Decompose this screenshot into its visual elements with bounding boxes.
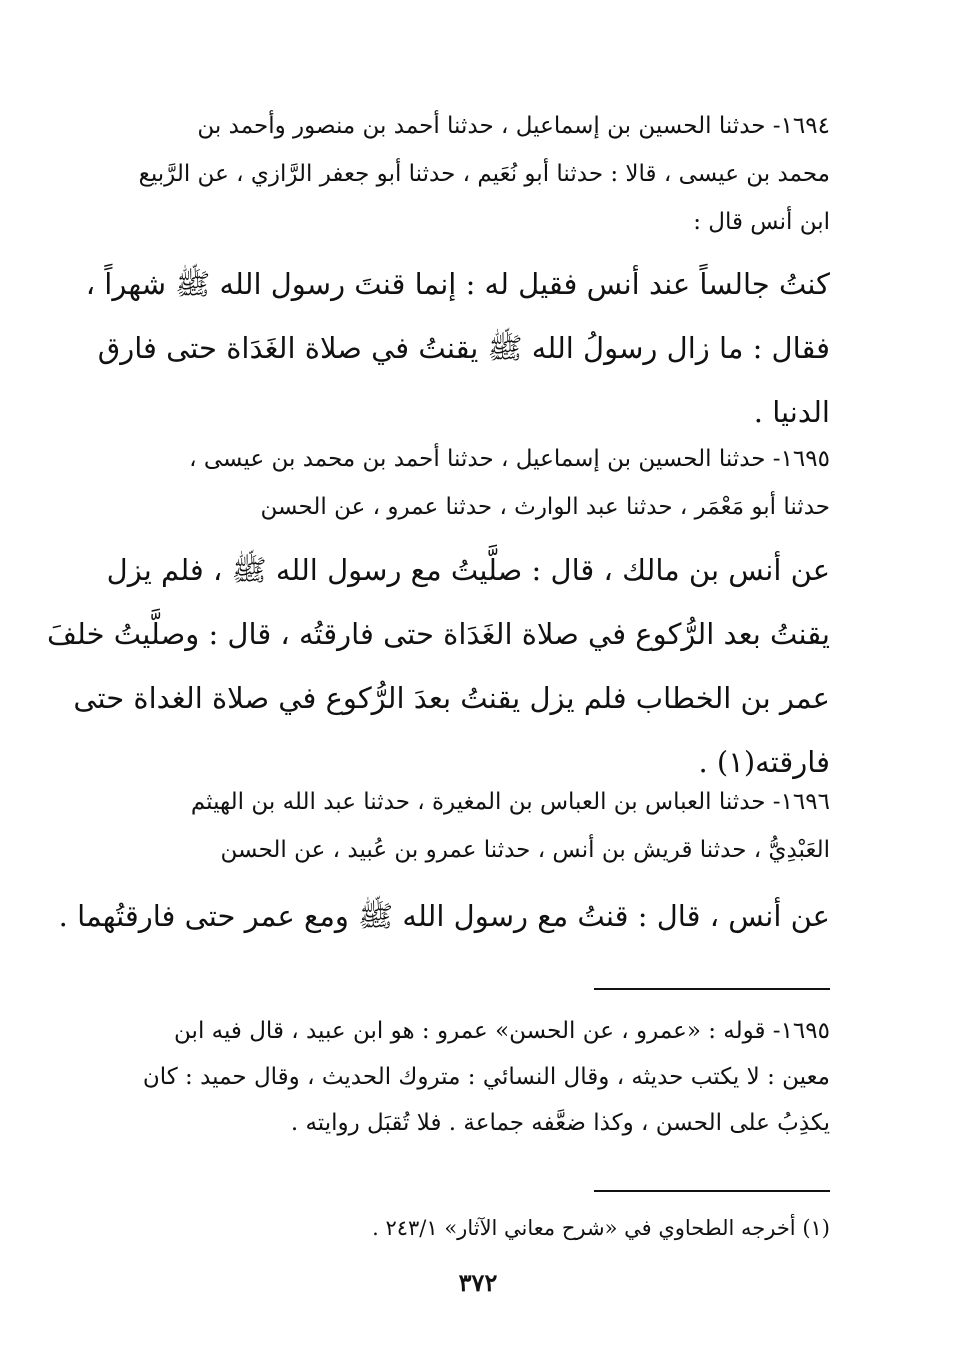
footnote <box>126 1208 830 1248</box>
matn-line: يقنتُ بعد الرُّكوع في صلاة الغَدَاة حتى فارقتُه ، قال : وصلَّيتُ خلفَ <box>47 617 830 651</box>
hadith-1695-isnad <box>126 435 830 531</box>
matn-line: الدنيا . <box>753 395 830 429</box>
isnad-line: حدثنا أبو مَعْمَر ، حدثنا عبد الوارث ، حدثنا عمرو ، عن الحسن <box>260 494 830 520</box>
commentary-line: يكذِبُ على الحسن ، وكذا ضعَّفه جماعة . فلا تُقبَل روايته . <box>290 1110 830 1136</box>
matn-line: عمر بن الخطاب فلم يزل يقنتُ بعدَ الرُّكوع في صلاة الغداة حتى <box>73 681 830 715</box>
matn-line: عن أنس بن مالك ، قال : صلَّيتُ مع رسول الله ﷺ ، فلم يزل <box>106 553 830 587</box>
footnote-separator <box>594 1190 830 1192</box>
isnad-line: محمد بن عيسى ، قالا : حدثنا أبو نُعَيم ، حدثنا أبو جعفر الرَّازي ، عن الرَّبيع <box>138 161 830 187</box>
footnote-line: (١) أخرجه الطحاوي في «شرح معاني الآثار» ٢٤٣/١ . <box>372 1216 830 1240</box>
hadith-1695-matn <box>47 538 830 794</box>
matn-line: كنتُ جالساً عند أنس فقيل له : إنما قنتَ رسول الله ﷺ شهراً ، <box>85 267 830 301</box>
isnad-line: ١٦٩٥- حدثنا الحسين بن إسماعيل ، حدثنا أحمد بن محمد بن عيسى ، <box>189 446 830 472</box>
hadith-1696-isnad <box>126 778 830 874</box>
hadith-1694-isnad <box>126 102 830 246</box>
page-number: ٣٧٢ <box>458 1268 498 1297</box>
commentary-separator <box>594 988 830 990</box>
isnad-line: ١٦٩٤- حدثنا الحسين بن إسماعيل ، حدثنا أحمد بن منصور وأحمد بن <box>197 113 830 139</box>
commentary-line: ١٦٩٥- قوله : «عمرو ، عن الحسن» عمرو : هو ابن عبيد ، قال فيه ابن <box>174 1018 830 1044</box>
matn-line: فقال : ما زال رسولُ الله ﷺ يقنتُ في صلاة الغَدَاة حتى فارق <box>97 331 830 365</box>
commentary-line: معين : لا يكتب حديثه ، وقال النسائي : متروك الحديث ، وقال حميد : كان <box>142 1064 830 1090</box>
isnad-line: ابن أنس قال : <box>693 209 830 235</box>
commentary <box>126 1008 830 1146</box>
hadith-1694-matn <box>85 252 830 444</box>
hadith-1696-matn <box>58 884 830 948</box>
matn-line: فارقته(١) . <box>698 745 830 779</box>
isnad-line: العَبْدِيُّ ، حدثنا قريش بن أنس ، حدثنا عمرو بن عُبيد ، عن الحسن <box>220 837 830 863</box>
matn-line: عن أنس ، قال : قنتُ مع رسول الله ﷺ ومع عمر حتى فارقتُهما . <box>58 899 830 933</box>
isnad-line: ١٦٩٦- حدثنا العباس بن العباس بن المغيرة ، حدثنا عبد الله بن الهيثم <box>190 789 830 815</box>
